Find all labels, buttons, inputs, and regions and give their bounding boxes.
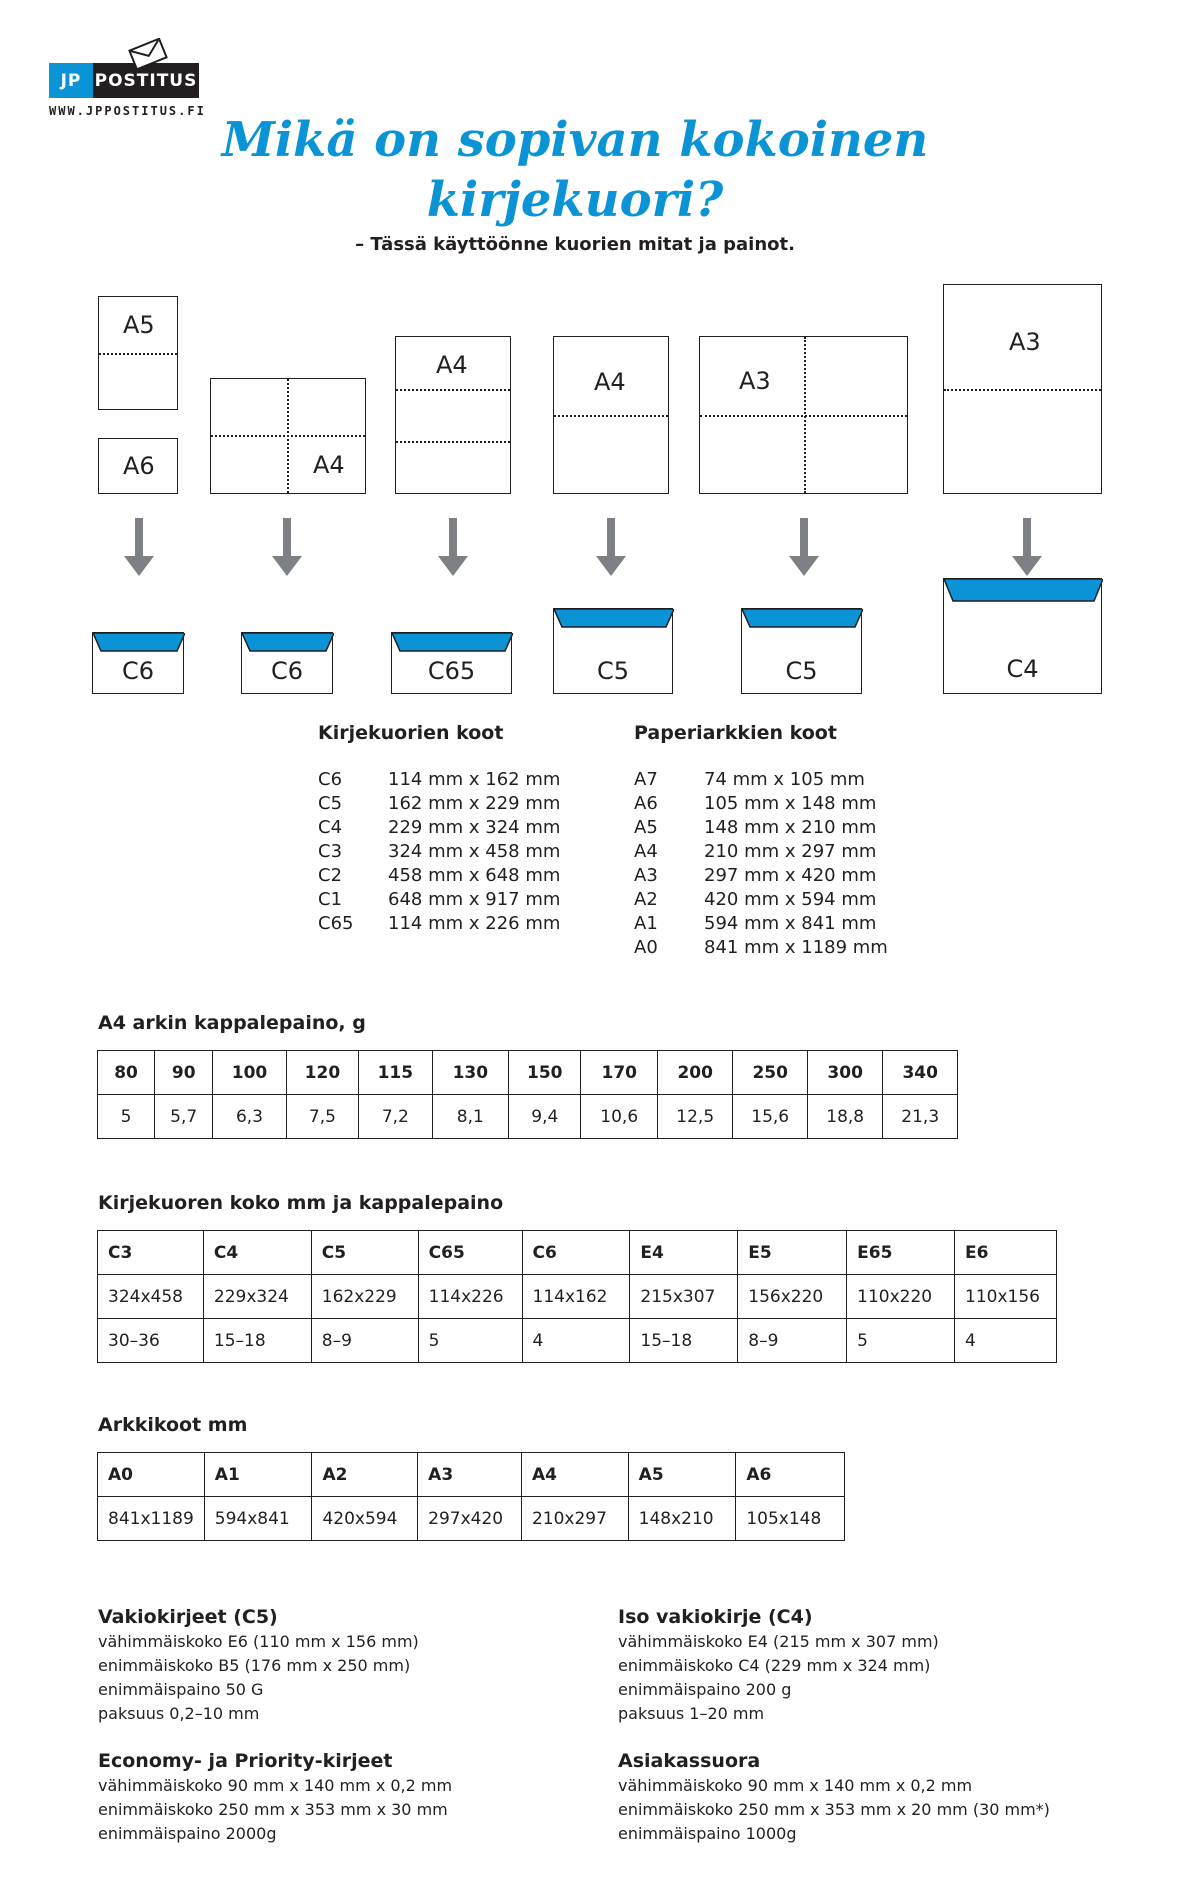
fold-line <box>99 353 177 355</box>
table-cell: 300 <box>807 1051 882 1095</box>
size-value: 148 mm x 210 mm <box>704 817 877 838</box>
table-cell: 150 <box>509 1051 581 1095</box>
arrow-down-icon <box>124 518 154 576</box>
logo-jp: JP <box>49 63 93 98</box>
table-cell: 100 <box>213 1051 286 1095</box>
arrow-down-icon <box>438 518 468 576</box>
arrow-down-icon <box>1012 518 1042 576</box>
size-code: C3 <box>318 841 343 862</box>
table-cell: 120 <box>286 1051 358 1095</box>
envelope-table-sizes-row <box>98 1275 1057 1319</box>
table-cell: C65 <box>418 1231 522 1275</box>
fold-line <box>804 337 806 493</box>
info-line: enimmäiskoko 250 mm x 353 mm x 20 mm (30 mm*) <box>618 1800 1050 1819</box>
envelope-flap <box>554 609 674 629</box>
table-cell: 115 <box>359 1051 432 1095</box>
size-row <box>634 792 888 816</box>
size-row <box>318 912 560 936</box>
envelope-c6 <box>92 632 184 694</box>
envelope-sizes-list <box>318 722 560 936</box>
size-code: A5 <box>634 817 658 838</box>
info-line: enimmäispaino 200 g <box>618 1680 792 1699</box>
envelope-label: C4 <box>1006 655 1039 683</box>
table-cell: 324x458 <box>98 1275 204 1319</box>
envelope-label: C5 <box>596 657 630 685</box>
sheet-table-title: Arkkikoot mm <box>98 1414 248 1436</box>
table-cell: 420x594 <box>312 1497 418 1541</box>
size-row <box>634 768 888 792</box>
size-row <box>318 792 560 816</box>
size-code: A7 <box>634 769 658 790</box>
table-cell: 110x220 <box>847 1275 955 1319</box>
envelope-c6 <box>241 632 333 694</box>
table-cell: A3 <box>418 1453 522 1497</box>
envelope-label: C5 <box>785 657 818 685</box>
envelope-c65 <box>391 632 512 694</box>
info-title: Iso vakiokirje (C4) <box>618 1606 813 1628</box>
arrow-down-icon <box>596 518 626 576</box>
envelope-c5 <box>741 608 862 694</box>
page-title-line-1: Mikä on sopivan kokoinen <box>221 112 929 168</box>
table-cell: 8,1 <box>432 1095 509 1139</box>
arrow-down-icon <box>789 518 819 576</box>
table-cell: 15–18 <box>203 1319 311 1363</box>
size-value: 105 mm x 148 mm <box>704 793 877 814</box>
envelope-flap <box>392 633 513 653</box>
table-cell: 148x210 <box>628 1497 736 1541</box>
table-cell: 4 <box>955 1319 1057 1363</box>
paper-a4-half <box>553 336 669 494</box>
table-cell: 80 <box>98 1051 155 1095</box>
table-cell: 90 <box>155 1051 213 1095</box>
table-cell: 5 <box>418 1319 522 1363</box>
table-cell: 162x229 <box>311 1275 418 1319</box>
size-row <box>318 840 560 864</box>
table-cell: 200 <box>657 1051 732 1095</box>
size-value: 114 mm x 162 mm <box>388 769 561 790</box>
table-cell: 5 <box>847 1319 955 1363</box>
size-code: A1 <box>634 913 658 934</box>
size-value: 458 mm x 648 mm <box>388 865 561 886</box>
logo-url[interactable]: WWW.JPPOSTITUS.FI <box>49 104 206 118</box>
table-cell: 340 <box>883 1051 958 1095</box>
info-line: enimmäiskoko 250 mm x 353 mm x 30 mm <box>98 1800 448 1819</box>
size-code: A2 <box>634 889 658 910</box>
a4-weight-title: A4 arkin kappalepaino, g <box>98 1012 366 1034</box>
size-row <box>634 888 888 912</box>
page-title-line-2: kirjekuori? <box>426 172 724 228</box>
envelope-label: C6 <box>270 657 304 685</box>
size-code: C1 <box>318 889 343 910</box>
fold-line <box>287 379 289 493</box>
table-cell: C3 <box>98 1231 204 1275</box>
table-cell: 21,3 <box>883 1095 958 1139</box>
envelope-table-header-row <box>98 1231 1057 1275</box>
sheet-table-sizes-row <box>98 1497 845 1541</box>
size-code: C4 <box>318 817 343 838</box>
sheet-table <box>97 1452 845 1541</box>
sheet-table-header-row <box>98 1453 845 1497</box>
info-line: vähimmäiskoko E4 (215 mm x 307 mm) <box>618 1632 939 1651</box>
table-cell: E65 <box>847 1231 955 1275</box>
table-cell: 10,6 <box>581 1095 658 1139</box>
info-economy-priority <box>98 1750 452 1846</box>
envelope-flap <box>742 609 863 629</box>
fold-line <box>396 389 510 391</box>
table-cell: 12,5 <box>657 1095 732 1139</box>
table-cell: 156x220 <box>738 1275 847 1319</box>
table-cell: 5 <box>98 1095 155 1139</box>
size-code: A0 <box>634 937 658 958</box>
page-title <box>0 110 1150 230</box>
table-cell: 8–9 <box>311 1319 418 1363</box>
table-cell: 130 <box>432 1051 509 1095</box>
size-row <box>634 864 888 888</box>
a4-weight-header-row <box>98 1051 958 1095</box>
table-cell: 7,5 <box>286 1095 358 1139</box>
table-cell: 18,8 <box>807 1095 882 1139</box>
table-cell: 114x162 <box>522 1275 630 1319</box>
table-cell: 6,3 <box>213 1095 286 1139</box>
table-cell: 114x226 <box>418 1275 522 1319</box>
table-cell: 9,4 <box>509 1095 581 1139</box>
paper-a4-thirds <box>395 336 511 494</box>
size-value: 420 mm x 594 mm <box>704 889 877 910</box>
a4-weight-table <box>97 1050 958 1139</box>
envelope-c4 <box>943 578 1102 694</box>
info-line: enimmäispaino 50 G <box>98 1680 264 1699</box>
size-value: 324 mm x 458 mm <box>388 841 561 862</box>
info-title: Economy- ja Priority-kirjeet <box>98 1750 393 1772</box>
size-code: C6 <box>318 769 343 790</box>
size-row <box>318 816 560 840</box>
info-line: vähimmäiskoko 90 mm x 140 mm x 0,2 mm <box>618 1776 973 1795</box>
paper-sizes-title: Paperiarkkien koot <box>634 722 837 744</box>
size-value: 594 mm x 841 mm <box>704 913 877 934</box>
size-row <box>634 840 888 864</box>
logo[interactable] <box>49 63 199 98</box>
table-cell: 297x420 <box>418 1497 522 1541</box>
size-value: 162 mm x 229 mm <box>388 793 561 814</box>
table-cell: 841x1189 <box>98 1497 205 1541</box>
envelope-label: C6 <box>121 657 155 685</box>
paper-a3-quarter <box>699 336 908 494</box>
table-cell: 215x307 <box>630 1275 738 1319</box>
table-cell: A4 <box>521 1453 628 1497</box>
table-cell: C5 <box>311 1231 418 1275</box>
table-cell: 229x324 <box>203 1275 311 1319</box>
size-row <box>634 936 888 960</box>
envelope-sizes-title: Kirjekuorien koot <box>318 722 504 744</box>
envelope-flap <box>242 633 334 653</box>
size-value: 229 mm x 324 mm <box>388 817 561 838</box>
table-cell: 15–18 <box>630 1319 738 1363</box>
info-line: vähimmäiskoko E6 (110 mm x 156 mm) <box>98 1632 419 1651</box>
table-cell: 30–36 <box>98 1319 204 1363</box>
paper-label: A4 <box>313 451 345 479</box>
size-value: 210 mm x 297 mm <box>704 841 877 862</box>
info-line: enimmäiskoko B5 (176 mm x 250 mm) <box>98 1656 411 1675</box>
table-cell: A5 <box>628 1453 736 1497</box>
table-cell: 4 <box>522 1319 630 1363</box>
size-value: 841 mm x 1189 mm <box>704 937 888 958</box>
paper-a6 <box>98 438 178 494</box>
envelope-table-title: Kirjekuoren koko mm ja kappalepaino <box>98 1192 504 1214</box>
envelope-icon <box>126 38 170 70</box>
table-cell: 105x148 <box>736 1497 845 1541</box>
paper-a4-quarter <box>210 378 366 494</box>
paper-sizes-rows <box>634 768 888 960</box>
paper-label: A4 <box>594 368 626 396</box>
table-cell: 7,2 <box>359 1095 432 1139</box>
fold-line <box>554 415 668 417</box>
envelope-label: C65 <box>427 657 476 685</box>
paper-label: A5 <box>123 311 155 339</box>
table-cell: 594x841 <box>204 1497 312 1541</box>
table-cell: 210x297 <box>521 1497 628 1541</box>
a4-weight-values-row <box>98 1095 958 1139</box>
table-cell: A1 <box>204 1453 312 1497</box>
size-code: A6 <box>634 793 658 814</box>
fold-line <box>396 441 510 443</box>
info-iso-vakiokirje <box>618 1606 939 1726</box>
size-row <box>634 912 888 936</box>
size-value: 648 mm x 917 mm <box>388 889 561 910</box>
table-cell: 8–9 <box>738 1319 847 1363</box>
table-cell: A0 <box>98 1453 205 1497</box>
size-row <box>318 888 560 912</box>
paper-a5 <box>98 296 178 410</box>
page-subtitle: – Tässä käyttöönne kuorien mitat ja painot. <box>355 234 795 255</box>
table-cell: 250 <box>733 1051 807 1095</box>
paper-label: A3 <box>1009 328 1041 356</box>
table-cell: 110x156 <box>955 1275 1057 1319</box>
table-cell: E4 <box>630 1231 738 1275</box>
info-line: enimmäispaino 2000g <box>98 1824 277 1843</box>
paper-label: A4 <box>436 351 468 379</box>
paper-a3-half <box>943 284 1102 494</box>
envelope-table <box>97 1230 1057 1363</box>
size-value: 114 mm x 226 mm <box>388 913 561 934</box>
envelope-flap <box>93 633 185 653</box>
info-line: paksuus 1–20 mm <box>618 1704 765 1723</box>
size-code: C5 <box>318 793 343 814</box>
size-value: 297 mm x 420 mm <box>704 865 877 886</box>
envelope-flap <box>944 579 1103 603</box>
info-title: Vakiokirjeet (C5) <box>98 1606 278 1628</box>
size-row <box>318 864 560 888</box>
envelope-sizes-rows <box>318 768 560 936</box>
size-code: A4 <box>634 841 658 862</box>
size-value: 74 mm x 105 mm <box>704 769 865 790</box>
info-vakiokirjeet <box>98 1606 419 1726</box>
fold-line <box>944 389 1101 391</box>
size-code: C2 <box>318 865 343 886</box>
info-title: Asiakassuora <box>618 1750 761 1772</box>
table-cell: A2 <box>312 1453 418 1497</box>
size-code: C65 <box>318 913 354 934</box>
info-line: enimmäiskoko C4 (229 mm x 324 mm) <box>618 1656 931 1675</box>
logo-postitus: POSTITUS <box>93 63 199 98</box>
info-line: paksuus 0,2–10 mm <box>98 1704 260 1723</box>
info-line: enimmäispaino 1000g <box>618 1824 797 1843</box>
arrow-down-icon <box>272 518 302 576</box>
paper-sizes-list <box>634 722 888 960</box>
table-cell: E6 <box>955 1231 1057 1275</box>
size-row <box>318 768 560 792</box>
table-cell: C4 <box>203 1231 311 1275</box>
table-cell: 5,7 <box>155 1095 213 1139</box>
envelope-table-weights-row <box>98 1319 1057 1363</box>
size-code: A3 <box>634 865 658 886</box>
paper-label: A6 <box>123 452 155 480</box>
table-cell: 15,6 <box>733 1095 807 1139</box>
envelope-c5 <box>553 608 673 694</box>
table-cell: C6 <box>522 1231 630 1275</box>
info-asiakassuora <box>618 1750 1050 1846</box>
size-row <box>634 816 888 840</box>
table-cell: 170 <box>581 1051 658 1095</box>
table-cell: E5 <box>738 1231 847 1275</box>
paper-label: A3 <box>739 367 771 395</box>
info-line: vähimmäiskoko 90 mm x 140 mm x 0,2 mm <box>98 1776 453 1795</box>
table-cell: A6 <box>736 1453 845 1497</box>
